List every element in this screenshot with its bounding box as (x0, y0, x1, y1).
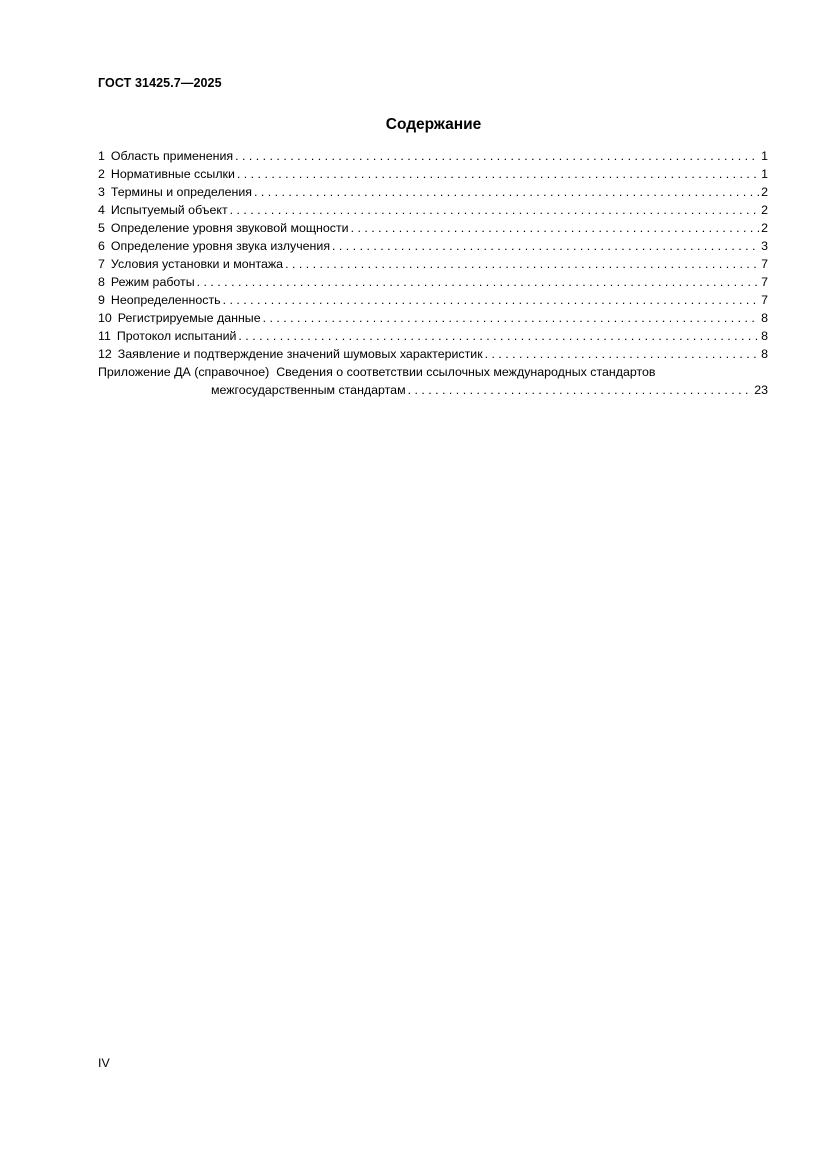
toc-entry[interactable] (98, 165, 768, 183)
toc-entry-label: Протокол испытаний (116, 329, 237, 343)
toc-entry-page: 8 (761, 329, 768, 343)
toc-entry-page: 7 (761, 293, 768, 307)
toc-entry-label: Область применения (110, 149, 234, 163)
toc-leader-dots (235, 147, 759, 165)
toc-entry-number: 1 (98, 149, 105, 163)
toc-entry[interactable] (98, 237, 768, 255)
toc-entry-label: Регистрируемые данные (117, 311, 261, 325)
toc-entry-number: 10 (98, 311, 112, 325)
toc-entry[interactable] (98, 183, 768, 201)
toc-annex-title-line1: Сведения о соответствии ссылочных международных стандартов (276, 365, 656, 379)
toc-title: Содержание (385, 116, 482, 133)
toc-annex-page: 23 (754, 383, 768, 397)
toc-entry-page: 8 (761, 311, 768, 325)
toc-entry-page: 2 (761, 185, 768, 199)
toc-leader-dots (351, 219, 760, 237)
toc-entry[interactable] (98, 309, 768, 327)
toc-entry-label: Заявление и подтверждение значений шумовых характеристик (117, 347, 483, 361)
page-number: IV (98, 1056, 110, 1070)
toc-entry[interactable] (98, 255, 768, 273)
toc-entry[interactable] (98, 201, 768, 219)
toc-entry[interactable] (98, 327, 768, 345)
toc-leader-dots (332, 237, 759, 255)
toc-entry-page: 2 (761, 203, 768, 217)
toc-leader-dots (254, 183, 759, 201)
toc-entry-number: 4 (98, 203, 105, 217)
toc-entry-page: 8 (761, 347, 768, 361)
toc-entry-number: 9 (98, 293, 105, 307)
toc-entry[interactable] (98, 291, 768, 309)
toc-leader-dots (223, 291, 760, 309)
toc-entry-label: Режим работы (110, 275, 195, 289)
toc-leader-dots (485, 345, 759, 363)
toc-entry-number: 8 (98, 275, 105, 289)
toc-entry-page: 1 (761, 167, 768, 181)
toc-annex-title-line2: межгосударственным стандартам (211, 383, 406, 397)
toc-entry-page: 3 (761, 239, 768, 253)
toc-entry-label: Определение уровня звука излучения (110, 239, 331, 253)
toc-entry-label: Термины и определения (110, 185, 252, 199)
toc-entry-label: Неопределенность (110, 293, 221, 307)
toc-entry[interactable] (98, 147, 768, 165)
toc-leader-dots (238, 327, 759, 345)
toc-leader-dots (197, 273, 759, 291)
toc-entry-page: 7 (761, 257, 768, 271)
toc-entry-number: 6 (98, 239, 105, 253)
toc-annex-entry[interactable] (98, 363, 768, 399)
toc-entry[interactable] (98, 219, 768, 237)
toc-leader-dots (263, 309, 760, 327)
toc-entry-page: 1 (761, 149, 768, 163)
toc-annex-prefix: Приложение ДА (справочное) (98, 365, 270, 379)
toc-entry-label: Условия установки и монтажа (110, 257, 284, 271)
toc-entry[interactable] (98, 273, 768, 291)
toc-entry-label: Нормативные ссылки (110, 167, 235, 181)
toc-entry-page: 7 (761, 275, 768, 289)
toc-entry-label: Испытуемый объект (110, 203, 228, 217)
toc-entry-number: 2 (98, 167, 105, 181)
toc-entry-label: Определение уровня звуковой мощности (110, 221, 349, 235)
toc-entry-number: 3 (98, 185, 105, 199)
toc-leader-dots (285, 255, 759, 273)
toc-annex-second-line (98, 381, 768, 399)
toc-entry-page: 2 (761, 221, 768, 235)
document-header-code: ГОСТ 31425.7—2025 (98, 76, 222, 90)
table-of-contents (98, 147, 768, 399)
toc-entry[interactable] (98, 345, 768, 363)
toc-entry-number: 12 (98, 347, 112, 361)
toc-entry-number: 7 (98, 257, 105, 271)
toc-leader-dots (230, 201, 759, 219)
toc-entry-number: 11 (98, 329, 111, 343)
toc-leader-dots (408, 381, 753, 399)
toc-annex-first-line (98, 363, 768, 381)
toc-leader-dots (237, 165, 759, 183)
toc-entry-number: 5 (98, 221, 105, 235)
